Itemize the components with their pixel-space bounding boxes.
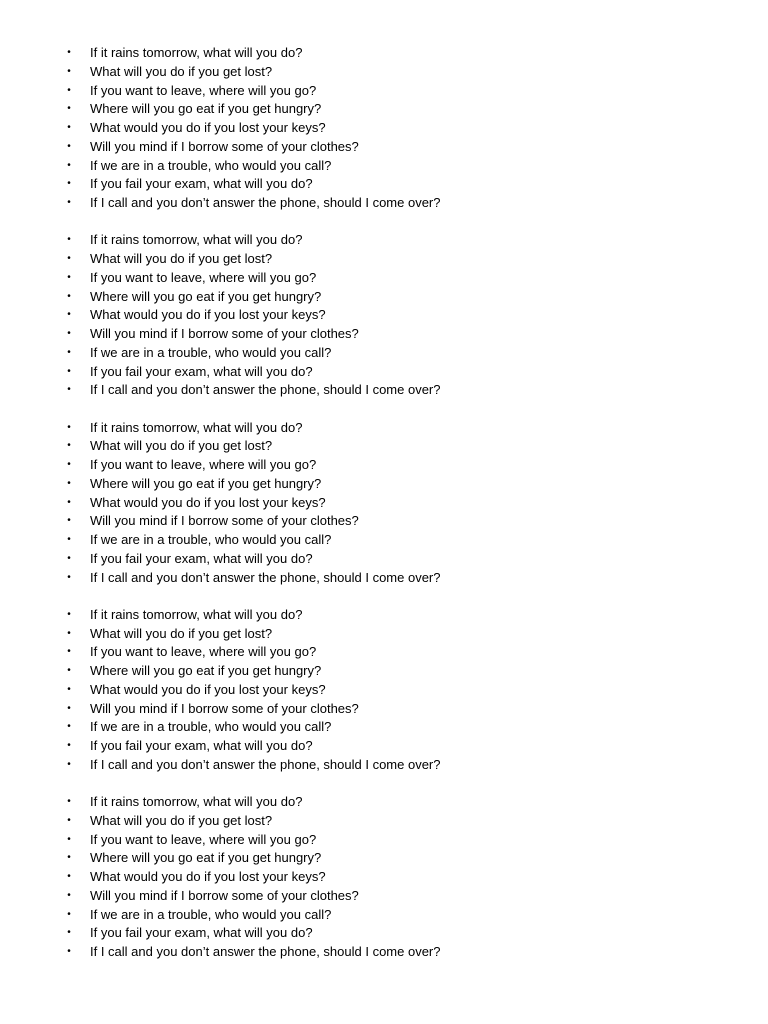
bullet-icon: • [67, 665, 71, 676]
bullet-icon: • [67, 852, 71, 864]
list-item [0, 625, 768, 644]
list-item [0, 606, 768, 625]
bullet-icon: • [67, 84, 71, 96]
question-text: Will you mind if I borrow some of your clothes? [90, 513, 359, 529]
question-text: What would you do if you lost your keys? [90, 681, 326, 697]
bullet-icon: • [67, 646, 71, 658]
bullet-icon: • [67, 571, 71, 583]
list-item [0, 924, 768, 943]
list-item [0, 100, 768, 119]
bullet-icon: • [67, 309, 71, 321]
question-text: If you fail your exam, what will you do? [90, 363, 313, 379]
question-list [0, 419, 768, 588]
list-item [0, 138, 768, 157]
bullet-icon: • [67, 365, 71, 377]
question-text: If we are in a trouble, who would you call? [90, 532, 332, 547]
bullet-icon: • [67, 328, 71, 339]
bullet-icon: • [67, 103, 71, 115]
bullet-icon: • [67, 908, 71, 920]
question-text: If we are in a trouble, who would you call? [90, 719, 332, 735]
list-item [0, 363, 768, 382]
list-item [0, 849, 768, 868]
bullet-icon: • [67, 159, 71, 171]
question-text: Will you mind if I borrow some of your clothes? [90, 326, 359, 341]
bullet-icon: • [67, 197, 71, 208]
question-list [0, 44, 768, 213]
bullet-icon: • [67, 440, 71, 452]
bullet-icon: • [67, 889, 71, 901]
question-text: If we are in a trouble, who would you call? [90, 344, 332, 360]
bullet-icon: • [67, 290, 71, 302]
question-text: Will you mind if I borrow some of your clothes? [90, 138, 359, 154]
bullet-icon: • [67, 608, 71, 620]
question-text: What would you do if you lost your keys? [90, 307, 326, 323]
bullet-icon: • [67, 122, 71, 133]
list-item [0, 550, 768, 569]
question-text: Where will you go eat if you get hungry? [90, 663, 322, 678]
bullet-icon: • [67, 421, 71, 433]
bullet-icon: • [67, 477, 71, 489]
list-item [0, 269, 768, 288]
list-item [0, 325, 768, 344]
list-item [0, 793, 768, 812]
list-item [0, 531, 768, 550]
list-item [0, 231, 768, 250]
list-item [0, 943, 768, 962]
list-item [0, 175, 768, 194]
question-text: If I call and you don’t answer the phone, should I come over? [90, 569, 441, 585]
question-text: Where will you go eat if you get hungry? [90, 101, 322, 117]
question-text: If you want to leave, where will you go? [90, 82, 317, 98]
list-item [0, 288, 768, 307]
question-text: What will you do if you get lost? [90, 625, 273, 641]
question-text: Where will you go eat if you get hungry? [90, 850, 322, 866]
list-item [0, 868, 768, 887]
question-text: What would you do if you lost your keys? [90, 494, 326, 510]
question-text: What will you do if you get lost? [90, 812, 273, 828]
bullet-icon: • [67, 552, 71, 564]
bullet-icon: • [67, 927, 71, 939]
question-text: If we are in a trouble, who would you call? [90, 906, 332, 922]
bullet-icon: • [67, 140, 71, 152]
question-text: What will you do if you get lost? [90, 251, 273, 266]
bullet-icon: • [67, 271, 71, 283]
question-text: If we are in a trouble, who would you call? [90, 157, 332, 173]
question-text: If it rains tomorrow, what will you do? [90, 45, 303, 60]
list-item [0, 419, 768, 438]
list-item [0, 250, 768, 269]
bullet-icon: • [67, 946, 71, 957]
question-text: If I call and you don’t answer the phone, should I come over? [90, 382, 441, 398]
list-item [0, 63, 768, 82]
question-text: If it rains tomorrow, what will you do? [90, 606, 303, 622]
bullet-icon: • [67, 253, 71, 264]
question-text: Where will you go eat if you get hungry? [90, 475, 322, 491]
bullet-icon: • [67, 627, 71, 639]
list-item [0, 756, 768, 775]
list-item [0, 569, 768, 588]
list-item [0, 44, 768, 63]
list-item [0, 119, 768, 138]
list-item [0, 512, 768, 531]
list-item [0, 344, 768, 363]
list-item [0, 906, 768, 925]
question-text: If you want to leave, where will you go? [90, 644, 317, 660]
list-item [0, 437, 768, 456]
bullet-icon: • [67, 47, 71, 58]
question-list [0, 793, 768, 962]
question-text: If I call and you don’t answer the phone, should I come over? [90, 756, 441, 772]
list-item [0, 681, 768, 700]
bullet-icon: • [67, 833, 71, 845]
question-text: If it rains tomorrow, what will you do? [90, 419, 303, 435]
list-item [0, 306, 768, 325]
bullet-icon: • [67, 496, 71, 508]
list-item [0, 812, 768, 831]
list-item [0, 82, 768, 101]
question-text: Where will you go eat if you get hungry? [90, 288, 322, 304]
bullet-icon: • [67, 234, 71, 246]
question-text: If it rains tomorrow, what will you do? [90, 232, 303, 248]
bullet-icon: • [67, 346, 71, 358]
question-text: Will you mind if I borrow some of your clothes? [90, 887, 359, 903]
bullet-icon: • [67, 871, 71, 882]
list-item [0, 381, 768, 400]
question-text: If you fail your exam, what will you do? [90, 738, 313, 753]
question-text: If you fail your exam, what will you do? [90, 925, 313, 941]
bullet-icon: • [67, 740, 71, 751]
question-text: If it rains tomorrow, what will you do? [90, 794, 303, 809]
bullet-icon: • [67, 814, 71, 826]
bullet-icon: • [67, 459, 71, 470]
question-text: Will you mind if I borrow some of your clothes? [90, 700, 359, 716]
question-text: What will you do if you get lost? [90, 63, 273, 79]
list-item [0, 737, 768, 756]
list-item [0, 718, 768, 737]
document-page [0, 44, 768, 980]
list-item [0, 643, 768, 662]
list-item [0, 456, 768, 475]
list-item [0, 887, 768, 906]
question-text: If you want to leave, where will you go? [90, 831, 317, 847]
question-list [0, 231, 768, 400]
bullet-icon: • [67, 384, 71, 396]
question-text: If I call and you don’t answer the phone, should I come over? [90, 195, 441, 210]
bullet-icon: • [67, 534, 71, 545]
question-text: If you fail your exam, what will you do? [90, 176, 313, 192]
list-item [0, 831, 768, 850]
list-item [0, 494, 768, 513]
question-text: If I call and you don’t answer the phone, should I come over? [90, 944, 441, 959]
bullet-icon: • [67, 702, 71, 714]
list-item [0, 194, 768, 213]
bullet-icon: • [67, 515, 71, 527]
bullet-icon: • [67, 758, 71, 770]
question-list [0, 606, 768, 775]
question-text: What would you do if you lost your keys? [90, 120, 326, 135]
bullet-icon: • [67, 65, 71, 77]
question-text: If you fail your exam, what will you do? [90, 550, 313, 566]
bullet-icon: • [67, 683, 71, 695]
list-item [0, 157, 768, 176]
bullet-icon: • [67, 796, 71, 807]
bullet-icon: • [67, 178, 71, 190]
question-text: What will you do if you get lost? [90, 438, 273, 454]
question-text: If you want to leave, where will you go? [90, 457, 317, 472]
list-item [0, 662, 768, 681]
bullet-icon: • [67, 721, 71, 733]
list-item [0, 700, 768, 719]
question-text: What would you do if you lost your keys? [90, 869, 326, 884]
question-text: If you want to leave, where will you go? [90, 269, 317, 285]
list-item [0, 475, 768, 494]
